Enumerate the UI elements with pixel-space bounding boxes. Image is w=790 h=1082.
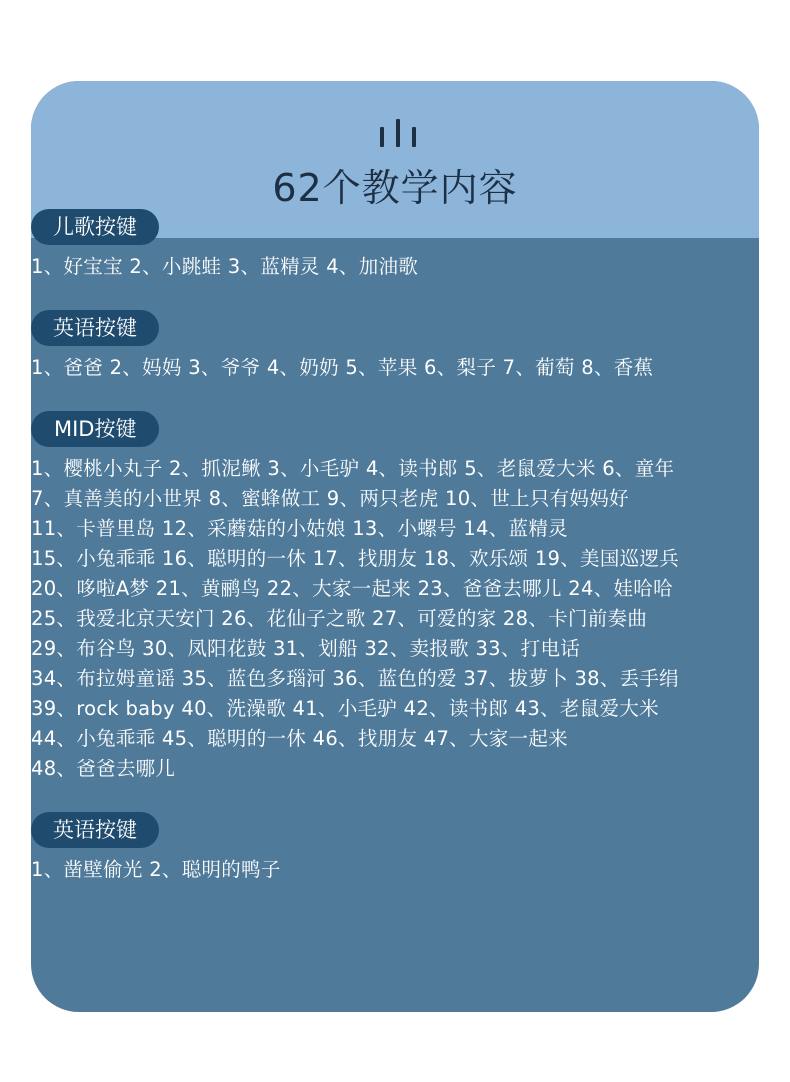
list-item: 20、哆啦A梦 21、黄鹂鸟 22、大家一起来 23、爸爸去哪儿 24、娃哈哈	[31, 577, 673, 600]
list-item: 34、布拉姆童谣 35、蓝色多瑙河 36、蓝色的爱 37、拔萝卜 38、丢手绢	[31, 667, 680, 690]
sound-bars-icon	[380, 119, 420, 147]
list-item: 48、爸爸去哪儿	[31, 757, 176, 780]
list-item: 15、小兔乖乖 16、聪明的一休 17、找朋友 18、欢乐颂 19、美国巡逻兵	[31, 547, 680, 570]
section-label-badge: 儿歌按键	[31, 209, 159, 245]
section-items	[31, 252, 721, 282]
section-items	[31, 454, 721, 784]
section-english-keys-2	[31, 812, 721, 885]
section-english-keys	[31, 310, 721, 383]
section-items	[31, 855, 721, 885]
list-item: 25、我爱北京天安门 26、花仙子之歌 27、可爱的家 28、卡门前奏曲	[31, 607, 648, 630]
section-mid-keys	[31, 411, 721, 784]
list-item: 1、好宝宝 2、小跳蛙 3、蓝精灵 4、加油歌	[31, 255, 419, 278]
list-item: 39、rock baby 40、洗澡歌 41、小毛驴 42、读书郎 43、老鼠爱大米	[31, 697, 659, 720]
section-label-badge: MID按键	[31, 411, 159, 447]
section-items	[31, 353, 721, 383]
list-item: 11、卡普里岛 12、采蘑菇的小姑娘 13、小螺号 14、蓝精灵	[31, 517, 568, 540]
list-item: 1、凿壁偷光 2、聪明的鸭子	[31, 858, 281, 881]
section-label-badge: 英语按键	[31, 812, 159, 848]
list-item: 7、真善美的小世界 8、蜜蜂做工 9、两只老虎 10、世上只有妈妈好	[31, 487, 629, 510]
list-item: 44、小兔乖乖 45、聪明的一休 46、找朋友 47、大家一起来	[31, 727, 568, 750]
list-item: 29、布谷鸟 30、凤阳花鼓 31、划船 32、卖报歌 33、打电话	[31, 637, 581, 660]
section-nursery-rhymes	[31, 209, 721, 282]
list-item: 1、爸爸 2、妈妈 3、爷爷 4、奶奶 5、苹果 6、梨子 7、葡萄 8、香蕉	[31, 356, 654, 379]
section-label-badge: 英语按键	[31, 310, 159, 346]
page-title: 62个教学内容	[272, 166, 518, 210]
list-item: 1、樱桃小丸子 2、抓泥鳅 3、小毛驴 4、读书郎 5、老鼠爱大米 6、童年	[31, 457, 675, 480]
